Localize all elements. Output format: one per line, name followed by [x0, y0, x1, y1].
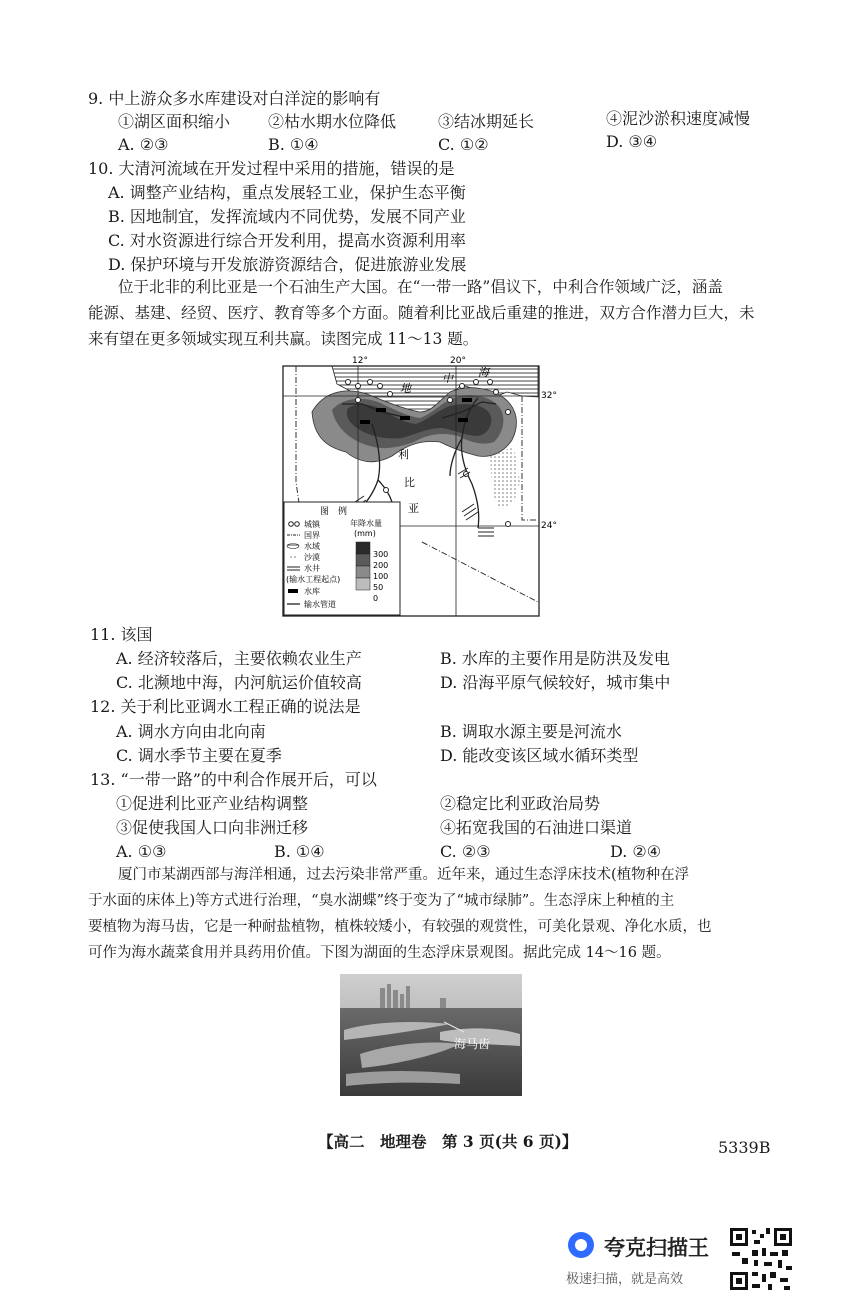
legend-precip-100: 100 [373, 572, 389, 581]
q10-option-d: D. 保护环境与开发旅游资源结合，促进旅游业发展 [108, 255, 467, 274]
passage-1-line-2: 能源、基建、经贸、医疗、教育等多个方面。随着利比亚战后重建的推进，双方合作潜力巨大，未 [88, 304, 755, 322]
q9-option-3: ③结冰期延长 [438, 112, 535, 131]
country-label-1: 利 [398, 448, 409, 461]
q9-answer-c: C. ①② [438, 135, 489, 154]
legend-precip-200: 200 [373, 561, 389, 570]
q13-option-2: ②稳定比利亚政治局势 [440, 794, 601, 813]
q13-answer-c: C. ②③ [440, 842, 491, 861]
floating-bed-photo [340, 974, 522, 1096]
q10-option-b: B. 因地制宜，发挥流域内不同优势，发展不同产业 [108, 207, 466, 226]
lon-label-20: 20° [450, 356, 466, 366]
q12-option-a: A. 调水方向由北向南 [116, 722, 266, 741]
country-label-2: 比 [404, 476, 415, 489]
legend-desert: 沙漠 [304, 553, 320, 562]
legend-precip-title: 年降水量 [350, 519, 382, 528]
sea-label-3: 海 [478, 366, 489, 379]
lat-label-32: 32° [541, 391, 557, 401]
q9-answer-a: A. ②③ [118, 135, 169, 154]
lat-label-24: 24° [541, 521, 557, 531]
passage-2-line-1: 厦门市某湖西部与海洋相通，过去污染非常严重。近年来，通过生态浮床技术(植物种在浮 [118, 867, 690, 883]
legend-title: 图 例 [320, 507, 348, 517]
legend-precip-300: 300 [373, 550, 389, 559]
q9-answer-b: B. ①④ [268, 135, 319, 154]
q10-option-c: C. 对水资源进行综合开发利用，提高水资源利用率 [108, 231, 466, 250]
page-footer: 【高二 地理卷 第 3 页(共 6 页)】 [318, 1132, 578, 1151]
q9-option-2: ②枯水期水位降低 [268, 112, 397, 131]
q12-option-b: B. 调取水源主要是河流水 [440, 722, 622, 741]
legend-reservoir: 水库 [304, 587, 320, 596]
question-9-stem: 9. 中上游众多水库建设对白洋淀的影响有 [88, 89, 381, 108]
scanner-slogan: 极速扫描，就是高效 [566, 1272, 684, 1287]
q13-option-4: ④拓宽我国的石油进口渠道 [440, 818, 633, 837]
passage-2-line-4: 可作为海水蔬菜食用并具药用价值。下图为湖面的生态浮床景观图。据此完成 14～16 题。 [88, 945, 671, 961]
question-13-stem: 13. “一带一路”的中利合作展开后，可以 [90, 770, 377, 789]
question-12-stem: 12. 关于利比亚调水工程正确的说法是 [90, 697, 361, 716]
question-11-stem: 11. 该国 [90, 625, 153, 644]
legend-precip-50: 50 [373, 583, 384, 592]
legend-water: 水域 [304, 542, 320, 551]
q9-option-1: ①湖区面积缩小 [118, 112, 231, 131]
paper-code: 5339B [718, 1138, 771, 1157]
sea-label-2: 中 [442, 372, 453, 385]
q9-answer-d: D. ③④ [606, 132, 658, 151]
lon-label-12: 12° [352, 356, 368, 366]
legend-well: 水井 [304, 564, 320, 573]
q11-option-a: A. 经济较落后，主要依赖农业生产 [116, 649, 362, 668]
question-10-stem: 10. 大清河流域在开发过程中采用的措施，错误的是 [88, 159, 455, 178]
q11-option-d: D. 沿海平原气候较好，城市集中 [440, 673, 671, 692]
legend-precip-unit: (mm) [354, 529, 376, 538]
q13-answer-d: D. ②④ [610, 842, 662, 861]
q13-answer-a: A. ①③ [116, 842, 167, 861]
scanner-brand-name: 夸克扫描王 [604, 1236, 709, 1260]
legend-border: 国界 [304, 531, 320, 540]
q13-answer-b: B. ①④ [274, 842, 325, 861]
legend-town: 城镇 [304, 520, 320, 529]
libya-map [282, 352, 562, 618]
q10-option-a: A. 调整产业结构，重点发展轻工业，保护生态平衡 [108, 183, 466, 202]
passage-2-line-3: 要植物为海马齿，它是一种耐盐植物，植株较矮小，有较强的观赏性，可美化景观、净化水质，也 [88, 919, 712, 935]
q12-option-c: C. 调水季节主要在夏季 [116, 746, 282, 765]
scanner-logo-icon [568, 1232, 594, 1258]
legend-pipeline: 输水管道 [304, 600, 336, 609]
legend-well-note: (输水工程起点) [286, 575, 341, 584]
q13-option-3: ③促使我国人口向非洲迁移 [116, 818, 309, 837]
q13-option-1: ①促进利比亚产业结构调整 [116, 794, 309, 813]
passage-2-line-2: 于水面的床体上)等方式进行治理，“臭水湖蝶”终于变为了“城市绿肺”。生态浮床上种植的主 [88, 893, 675, 909]
passage-1-line-3: 来有望在更多领域实现互利共赢。读图完成 11～13 题。 [88, 330, 479, 348]
country-label-3: 亚 [408, 502, 419, 515]
legend-precip-0: 0 [373, 594, 379, 603]
passage-1-line-1: 位于北非的利比亚是一个石油生产大国。在“一带一路”倡议下，中利合作领域广泛，涵盖 [118, 278, 723, 296]
qr-code-icon [728, 1226, 794, 1292]
q9-option-4: ④泥沙淤积速度减慢 [606, 109, 751, 128]
photo-label-haimachi: 海马齿 [454, 1037, 491, 1051]
q12-option-d: D. 能改变该区域水循环类型 [440, 746, 639, 765]
sea-label-1: 地 [400, 382, 411, 395]
q11-option-c: C. 北濒地中海，内河航运价值较高 [116, 673, 362, 692]
map-legend [284, 502, 400, 615]
q11-option-b: B. 水库的主要作用是防洪及发电 [440, 649, 670, 668]
